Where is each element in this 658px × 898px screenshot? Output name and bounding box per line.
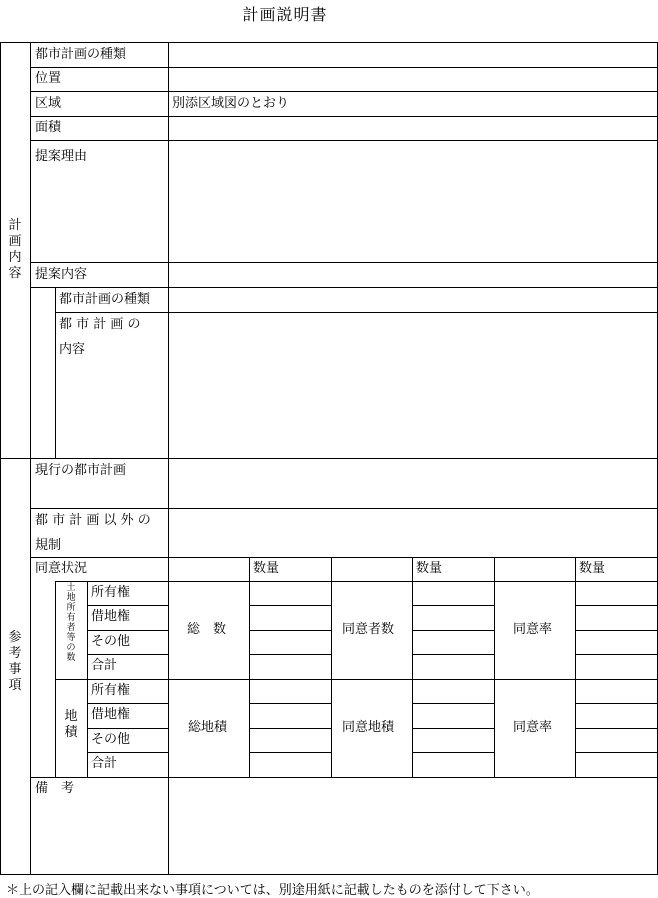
section-split-line	[0, 458, 658, 459]
quantity-header: 数量	[253, 561, 280, 576]
label-other-regulation-2: 規制	[35, 538, 62, 553]
row-line	[30, 262, 658, 263]
consent-row-line	[249, 728, 331, 729]
consent-row-line	[249, 703, 331, 704]
label-plan-type: 都市計画の種類	[35, 47, 127, 62]
label-proposal-content-2: 内容	[59, 342, 86, 357]
label-divider-upper	[168, 42, 169, 557]
consent-row-line	[87, 654, 168, 655]
label-area-zone: 区域	[35, 96, 62, 111]
label-current-plan: 現行の都市計画	[35, 463, 127, 478]
consent-row-line	[249, 630, 331, 631]
border-bottom	[0, 874, 658, 875]
consent-col-line	[249, 557, 250, 777]
label-total-count: 総 数	[187, 622, 227, 637]
row-line	[30, 287, 658, 288]
label-consent-rate: 同意率	[513, 622, 553, 637]
consent-row-line	[575, 728, 658, 729]
consent-group-split	[55, 679, 658, 680]
border-top	[0, 42, 658, 43]
row-line	[30, 116, 658, 117]
category-leasehold: 借地権	[91, 609, 131, 624]
consent-row-line	[87, 703, 168, 704]
row-line	[30, 777, 658, 778]
label-consent-count: 同意者数	[342, 622, 395, 637]
row-line	[30, 557, 658, 558]
consent-col-line	[168, 557, 169, 777]
label-location: 位置	[35, 71, 62, 86]
consent-col-line	[331, 557, 332, 777]
row-line	[30, 67, 658, 68]
page-title: 計画説明書	[242, 5, 328, 24]
row-line	[30, 91, 658, 92]
footnote: ＊上の記入欄に記載出来ない事項については、別途用紙に記載したものを添付して下さい。	[6, 883, 539, 898]
consent-row-line	[412, 728, 494, 729]
quantity-header: 数量	[416, 561, 443, 576]
proposal-indent-divider	[55, 287, 56, 458]
category-other: その他	[91, 634, 131, 649]
consent-row-line	[412, 703, 494, 704]
consent-row-line	[412, 630, 494, 631]
label-consent-status: 同意状況	[35, 561, 88, 576]
section-label-plan: 計画内容	[8, 218, 22, 281]
consent-col-line	[412, 557, 413, 777]
consent-row-line	[55, 581, 658, 582]
consent-col-line	[494, 557, 495, 777]
consent-row-line	[249, 605, 331, 606]
label-consent-area: 同意地積	[342, 720, 395, 735]
consent-row-line	[87, 630, 168, 631]
category-total: 合計	[91, 756, 118, 771]
label-consent-rate: 同意率	[513, 720, 553, 735]
quantity-header: 数量	[579, 561, 606, 576]
consent-row-line	[575, 752, 658, 753]
consent-row-line	[575, 605, 658, 606]
label-total-area: 総地積	[188, 720, 228, 735]
label-land-area: 地積	[64, 709, 78, 740]
consent-row-line	[412, 654, 494, 655]
category-ownership: 所有権	[91, 683, 131, 698]
consent-col-line	[575, 557, 576, 777]
row-line	[30, 508, 658, 509]
label-proposal-type: 都市計画の種類	[59, 292, 151, 307]
category-other: その他	[91, 732, 131, 747]
row-line	[55, 312, 658, 313]
label-landowners-count: 土地所有者等の数	[66, 583, 76, 663]
consent-row-line	[87, 752, 168, 753]
plan-explanation-form	[0, 42, 658, 875]
consent-row-line	[575, 654, 658, 655]
label-remarks: 備 考	[35, 781, 75, 796]
label-proposal-content: 都 市 計 画 の	[59, 317, 141, 332]
consent-row-line	[87, 605, 168, 606]
label-other-regulation: 都 市 計 画 以 外 の	[35, 513, 151, 528]
consent-row-line	[575, 703, 658, 704]
category-leasehold: 借地権	[91, 707, 131, 722]
label-area-size: 面積	[35, 120, 62, 135]
label-divider-remarks	[168, 777, 169, 874]
label-proposal: 提案内容	[35, 267, 88, 282]
category-ownership: 所有権	[91, 585, 131, 600]
consent-row-line	[249, 654, 331, 655]
consent-row-line	[412, 605, 494, 606]
value-area-zone: 別添区域図のとおり	[172, 96, 290, 111]
consent-row-line	[575, 630, 658, 631]
consent-row-line	[87, 728, 168, 729]
row-line	[30, 140, 658, 141]
category-total: 合計	[91, 658, 118, 673]
section-label-reference: 参考事項	[8, 630, 22, 693]
consent-row-line	[249, 752, 331, 753]
label-reason: 提案理由	[35, 149, 88, 164]
consent-row-line	[412, 752, 494, 753]
